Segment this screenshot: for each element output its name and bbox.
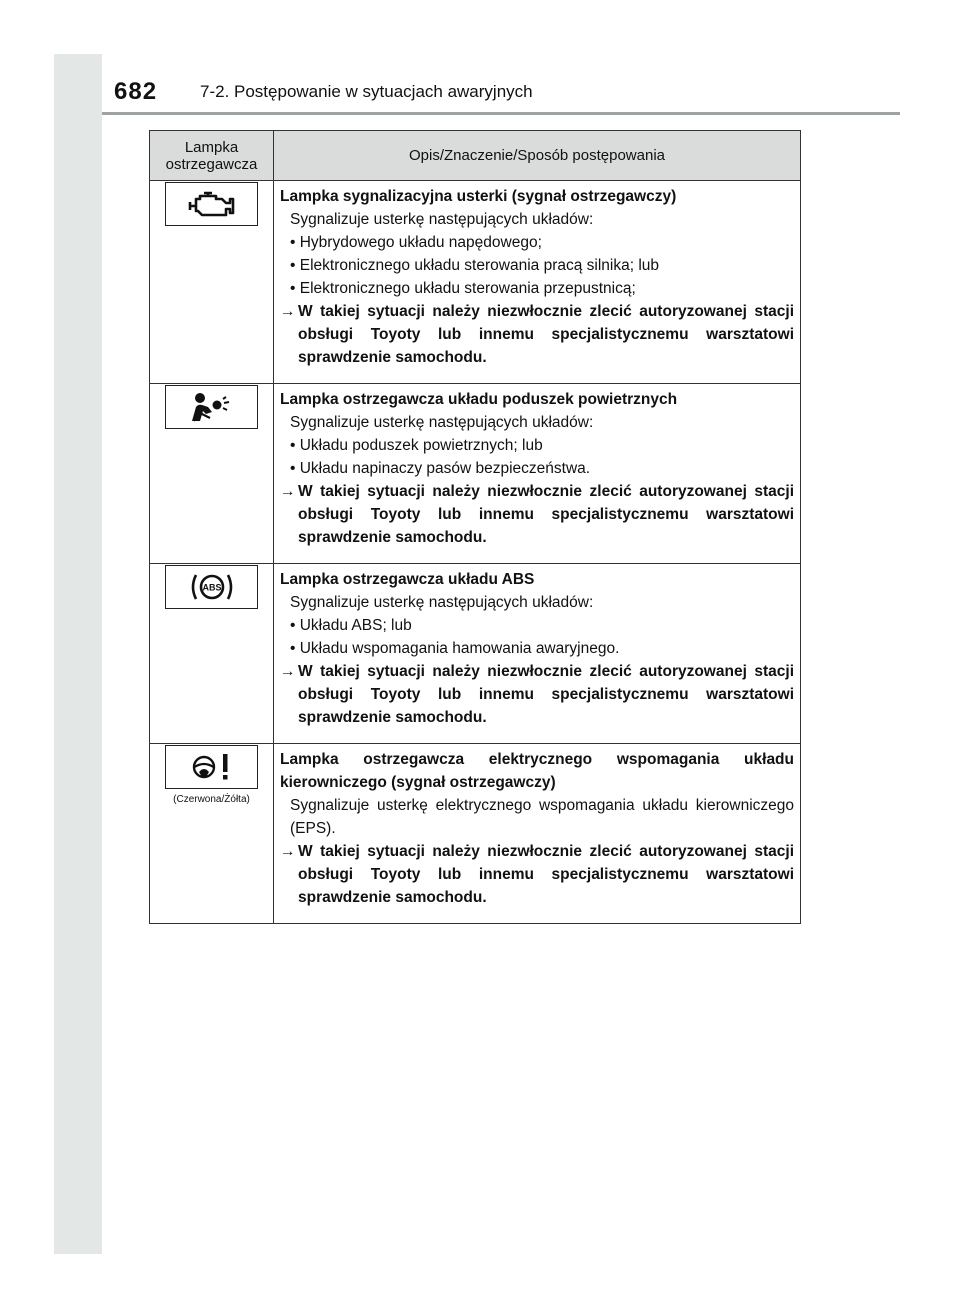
bullet-item: • Elektronicznego układu sterowania pracą silnika; lub — [290, 257, 660, 274]
page-header — [102, 54, 900, 114]
bullet-item: • Układu napinaczy pasów bezpieczeństwa. — [290, 460, 591, 477]
arrow-icon: → — [280, 483, 296, 500]
icon-cell — [150, 744, 274, 924]
side-strip — [54, 54, 102, 1254]
description-cell — [274, 181, 801, 384]
action-instruction — [280, 840, 794, 909]
action-text: W takiej sytuacji należy niezwłocznie zlecić autoryzowanej stacji obsługi Toyoty lub innemu specjalistycznemu warsztatowi sprawdzenie samochodu. — [298, 843, 794, 906]
table-row — [150, 181, 801, 384]
bullet-item: • Układu wspomagania hamowania awaryjnego. — [290, 640, 620, 657]
column-header-description: Opis/Znaczenie/Sposób postępowania — [274, 131, 801, 181]
description-cell — [274, 384, 801, 564]
row-intro: Sygnalizuje usterkę następujących układów: — [290, 594, 594, 611]
row-intro: Sygnalizuje usterkę następujących układów: — [290, 211, 594, 228]
table-row — [150, 564, 801, 744]
action-instruction — [280, 660, 794, 729]
row-title: Lampka ostrzegawcza elektrycznego wspomagania układu kierowniczego (sygnał ostrzegawczy) — [280, 751, 794, 791]
arrow-icon: → — [280, 303, 296, 320]
action-text: W takiej sytuacji należy niezwłocznie zlecić autoryzowanej stacji obsługi Toyoty lub innemu specjalistycznemu warsztatowi sprawdzenie samochodu. — [298, 663, 794, 726]
row-intro: Sygnalizuje usterkę elektrycznego wspomagania układu kierowniczego (EPS). — [290, 797, 794, 837]
row-title: Lampka sygnalizacyjna usterki (sygnał ostrzegawczy) — [280, 188, 677, 205]
abs-label: ABS — [201, 582, 222, 593]
row-intro: Sygnalizuje usterkę następujących układów: — [290, 414, 594, 431]
icon-color-note: (Czerwona/Żółta) — [173, 794, 250, 805]
icon-cell — [150, 181, 274, 384]
action-instruction — [280, 300, 794, 369]
bullet-item: • Hybrydowego układu napędowego; — [290, 234, 542, 251]
row-title: Lampka ostrzegawcza układu ABS — [280, 571, 535, 588]
bullet-item: • Elektronicznego układu sterowania przepustnicą; — [290, 280, 636, 297]
bullet-item: • Układu poduszek powietrznych; lub — [290, 437, 543, 454]
section-title: 7-2. Postępowanie w sytuacjach awaryjnych — [200, 82, 533, 101]
table-header-row — [150, 131, 801, 181]
action-text: W takiej sytuacji należy niezwłocznie zlecić autoryzowanej stacji obsługi Toyoty lub innemu specjalistycznemu warsztatowi sprawdzenie samochodu. — [298, 483, 794, 546]
arrow-icon: → — [280, 663, 296, 680]
icon-cell — [150, 384, 274, 564]
table-row — [150, 384, 801, 564]
column-header-light: Lampka ostrzegawcza — [150, 131, 274, 181]
header-rule — [102, 112, 900, 115]
steering-warning-icon — [165, 745, 258, 789]
warning-lights-table — [149, 130, 801, 924]
abs-icon — [165, 565, 258, 609]
description-cell — [274, 564, 801, 744]
bullet-item: • Układu ABS; lub — [290, 617, 412, 634]
action-text: W takiej sytuacji należy niezwłocznie zlecić autoryzowanej stacji obsługi Toyoty lub innemu specjalistycznemu warsztatowi sprawdzenie samochodu. — [298, 303, 794, 366]
icon-cell — [150, 564, 274, 744]
engine-icon — [165, 182, 258, 226]
table-row — [150, 744, 801, 924]
description-cell — [274, 744, 801, 924]
arrow-icon: → — [280, 843, 296, 860]
action-instruction — [280, 480, 794, 549]
page-number: 682 — [114, 78, 158, 105]
airbag-icon — [165, 385, 258, 429]
row-title: Lampka ostrzegawcza układu poduszek powietrznych — [280, 391, 678, 408]
